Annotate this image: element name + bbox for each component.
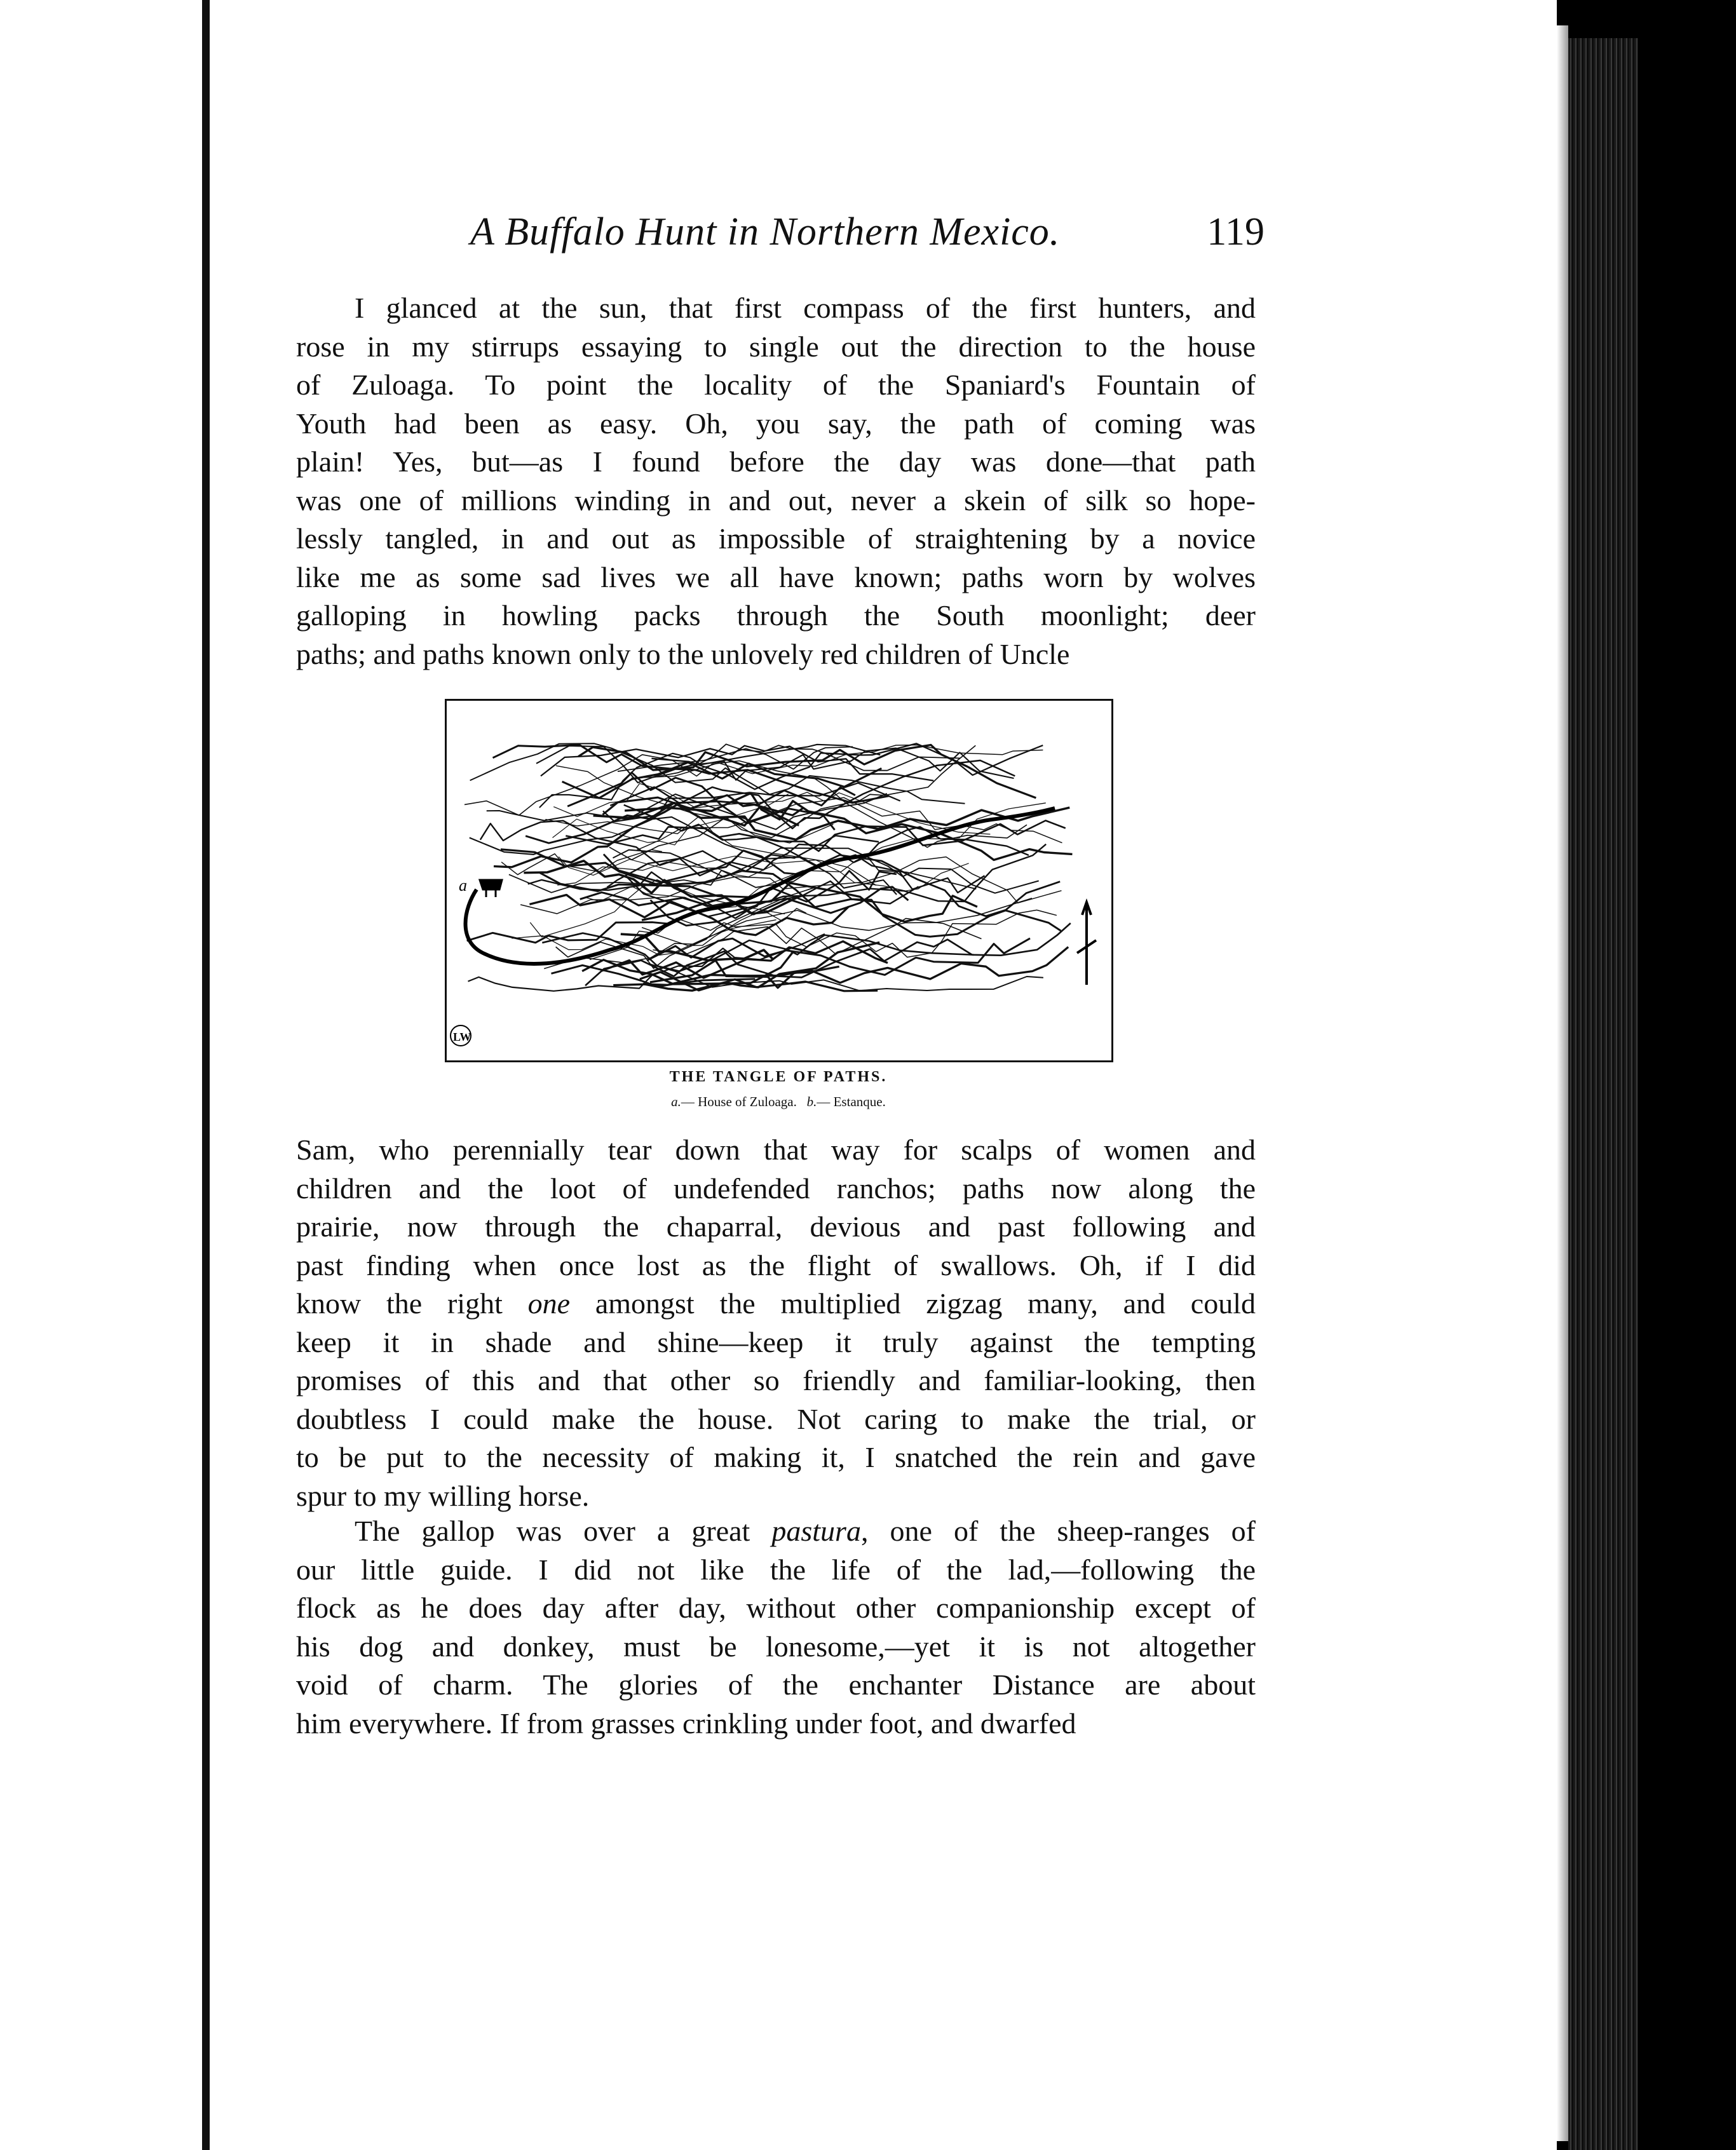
- text-line: The gallop was over a great pastura, one of the sheep-ranges of: [355, 1515, 1256, 1547]
- tangle-of-paths-map: [445, 699, 1112, 1061]
- text-line: doubtless I could make the house. Not caring to make the trial, or: [296, 1402, 1256, 1435]
- paragraph-2: [296, 1131, 1256, 1515]
- north-arrow-icon: [1077, 902, 1096, 985]
- text-line: promises of this and that other so friendly and familiar-looking, then: [296, 1364, 1256, 1396]
- previous-page-edge: [0, 0, 210, 2150]
- text-line: him everywhere. If from grasses crinkling under foot, and dwarfed: [296, 1707, 1076, 1740]
- text-line: spur to my willing horse.: [296, 1479, 590, 1512]
- path-line: [520, 857, 1061, 914]
- text-line: was one of millions winding in and out, never a skein of silk so hope-: [296, 483, 1256, 517]
- text-line: children and the loot of undefended ranchos; paths now along the: [296, 1172, 1256, 1205]
- text-line: keep it in shade and shine—keep it truly against the tempting: [296, 1325, 1256, 1358]
- text-line: plain! Yes, but—as I found before the day was done—that path: [296, 445, 1256, 478]
- text-line: void of charm. The glories of the enchanter Distance are about: [296, 1668, 1256, 1701]
- legend-b-text: — Estanque.: [817, 1094, 886, 1109]
- legend-a-letter: a.: [671, 1094, 681, 1109]
- text-line: to be put to the necessity of making it, I snatched the rein and gave: [296, 1441, 1256, 1473]
- paragraph-3: [296, 1512, 1256, 1743]
- map-label-a: a: [459, 876, 467, 895]
- book-fore-edge: [1568, 38, 1638, 2150]
- legend-a-text: — House of Zuloaga.: [681, 1094, 797, 1109]
- house-icon: [480, 880, 502, 897]
- text-line: like me as some sad lives we all have known; paths worn by wolves: [296, 560, 1256, 593]
- text-line: rose in my stirrups essaying to single out the direction to the house: [296, 330, 1256, 363]
- text-line: know the right one amongst the multiplied zigzag many, and could: [296, 1287, 1256, 1320]
- text-line: Sam, who perennially tear down that way for scalps of women and: [296, 1133, 1256, 1166]
- legend-b-letter: b.: [806, 1094, 817, 1109]
- figure-caption-legend: [445, 1094, 1112, 1110]
- text-line: his dog and donkey, must be lonesome,—yet it is not altogether: [296, 1630, 1256, 1663]
- text-line: prairie, now through the chaparral, devious and past following and: [296, 1210, 1256, 1243]
- page-header: [470, 210, 1265, 267]
- map-figure: [445, 699, 1112, 1061]
- text-line: paths; and paths known only to the unlovely red children of Uncle: [296, 637, 1070, 670]
- figure-caption-title: THE TANGLE OF PATHS.: [669, 1069, 888, 1085]
- text-line: our little guide. I did not like the life of the lad,—following the: [296, 1553, 1256, 1586]
- tangled-paths: [465, 743, 1073, 991]
- text-line: galloping in howling packs through the South moonlight; deer: [296, 599, 1256, 632]
- text-line: I glanced at the sun, that first compass of the first hunters, and: [355, 292, 1256, 324]
- text-line: Youth had been as easy. Oh, you say, the path of coming was: [296, 407, 1256, 440]
- running-title: A Buffalo Hunt in Northern Mexico.: [470, 210, 1061, 254]
- artist-monogram: LW: [453, 1031, 471, 1043]
- paragraph-1: [296, 289, 1256, 673]
- text-line: of Zuloaga. To point the locality of the Spaniard's Fountain of: [296, 368, 1256, 401]
- text-line: lessly tangled, in and out as impossible of straightening by a novice: [296, 522, 1256, 555]
- page-number: 119: [1207, 210, 1265, 254]
- page-edge-shadow: [1557, 25, 1568, 2141]
- book-gutter: [202, 0, 210, 2150]
- text-line: flock as he does day after day, without other companionship except of: [296, 1592, 1256, 1624]
- text-line: past finding when once lost as the flight of swallows. Oh, if I did: [296, 1248, 1256, 1281]
- path-line: [651, 743, 1043, 789]
